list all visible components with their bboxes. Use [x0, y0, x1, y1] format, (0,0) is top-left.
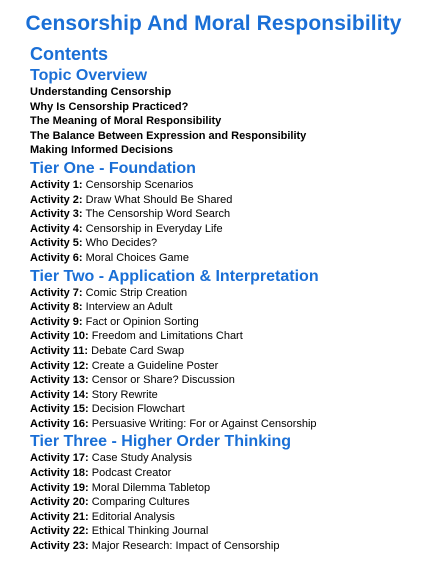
activity-item [30, 222, 427, 237]
activity-number: Activity 23: [30, 540, 89, 553]
activity-item [30, 251, 427, 266]
activity-title: Who Decides? [85, 237, 158, 250]
activity-title: Persuasive Writing: For or Against Censorship [91, 417, 317, 430]
activity-number: Activity 1: [30, 178, 83, 191]
activity-item [30, 481, 427, 496]
activity-title: Story Rewrite [91, 388, 158, 401]
activity-item [30, 539, 427, 554]
activity-item [30, 236, 427, 251]
activity-item [30, 417, 427, 432]
topic-overview-heading: Topic Overview [30, 67, 148, 84]
activity-title: Case Study Analysis [91, 452, 193, 465]
topic-overview-list [30, 85, 427, 158]
activity-title: Comparing Cultures [91, 496, 190, 509]
activity-title: Editorial Analysis [91, 510, 175, 523]
activity-item [30, 286, 427, 301]
activity-number: Activity 3: [30, 208, 83, 221]
topic-item: Why Is Censorship Practiced? [30, 100, 189, 113]
activity-item [30, 344, 427, 359]
activity-title: Censorship Scenarios [85, 178, 194, 191]
activity-number: Activity 15: [30, 403, 89, 416]
topic-item: Understanding Censorship [30, 86, 172, 98]
topic-item: Making Informed Decisions [30, 144, 174, 157]
tier-three-list [30, 451, 427, 553]
activity-number: Activity 22: [30, 525, 89, 538]
activity-title: Decision Flowchart [91, 403, 185, 416]
activity-item [30, 315, 427, 330]
activity-number: Activity 17: [30, 452, 89, 465]
topic-overview-section [30, 66, 427, 158]
activity-title: Censorship in Everyday Life [85, 222, 223, 235]
activity-number: Activity 20: [30, 496, 89, 509]
activity-number: Activity 13: [30, 374, 89, 387]
activity-title: Moral Choices Game [85, 251, 189, 264]
activity-item [30, 300, 427, 315]
tier-two-section [30, 267, 427, 432]
activity-item [30, 524, 427, 539]
activity-title: Comic Strip Creation [85, 286, 188, 299]
activity-item [30, 495, 427, 510]
activity-title: Draw What Should Be Shared [85, 193, 233, 206]
contents-heading: Contents [30, 44, 108, 64]
activity-item [30, 466, 427, 481]
activity-item [30, 510, 427, 525]
activity-title: Ethical Thinking Journal [91, 525, 209, 538]
activity-item [30, 388, 427, 403]
activity-item [30, 451, 427, 466]
topic-item: The Meaning of Moral Responsibility [30, 115, 222, 128]
activity-item [30, 178, 427, 193]
document-title: Censorship And Moral Responsibility [25, 12, 402, 35]
activity-title: Major Research: Impact of Censorship [91, 540, 280, 553]
activity-number: Activity 7: [30, 286, 83, 299]
activity-number: Activity 21: [30, 510, 89, 523]
tier-one-heading: Tier One - Foundation [30, 159, 196, 177]
tier-three-heading: Tier Three - Higher Order Thinking [30, 433, 292, 451]
activity-title: Interview an Adult [85, 301, 173, 314]
activity-number: Activity 11: [30, 344, 89, 357]
activity-number: Activity 12: [30, 359, 89, 372]
activity-number: Activity 9: [30, 315, 83, 328]
activity-number: Activity 16: [30, 417, 89, 430]
activity-number: Activity 6: [30, 251, 83, 264]
activity-title: The Censorship Word Search [85, 208, 231, 221]
activity-title: Freedom and Limitations Chart [91, 330, 243, 343]
activity-item [30, 402, 427, 417]
activity-item [30, 329, 427, 344]
tier-one-list [30, 178, 427, 266]
activity-title: Debate Card Swap [91, 344, 185, 357]
activity-item [30, 207, 427, 222]
activity-title: Censor or Share? Discussion [91, 374, 235, 387]
topic-item: The Balance Between Expression and Responsibility [30, 129, 307, 142]
activity-number: Activity 19: [30, 481, 89, 494]
tier-two-list [30, 286, 427, 432]
activity-number: Activity 10: [30, 330, 89, 343]
activity-number: Activity 14: [30, 388, 89, 401]
activity-number: Activity 5: [30, 237, 83, 250]
tier-one-section [30, 159, 427, 266]
activity-item [30, 373, 427, 388]
activity-item [30, 193, 427, 208]
tier-two-heading: Tier Two - Application & Interpretation [30, 267, 319, 285]
activity-number: Activity 4: [30, 222, 83, 235]
activity-title: Fact or Opinion Sorting [85, 315, 199, 328]
activity-title: Create a Guideline Poster [91, 359, 219, 372]
activity-number: Activity 8: [30, 301, 83, 314]
tier-three-section [30, 432, 427, 553]
activity-item [30, 359, 427, 374]
activity-title: Moral Dilemma Tabletop [91, 481, 211, 494]
activity-title: Podcast Creator [91, 467, 172, 480]
activity-number: Activity 18: [30, 467, 89, 480]
activity-number: Activity 2: [30, 193, 83, 206]
